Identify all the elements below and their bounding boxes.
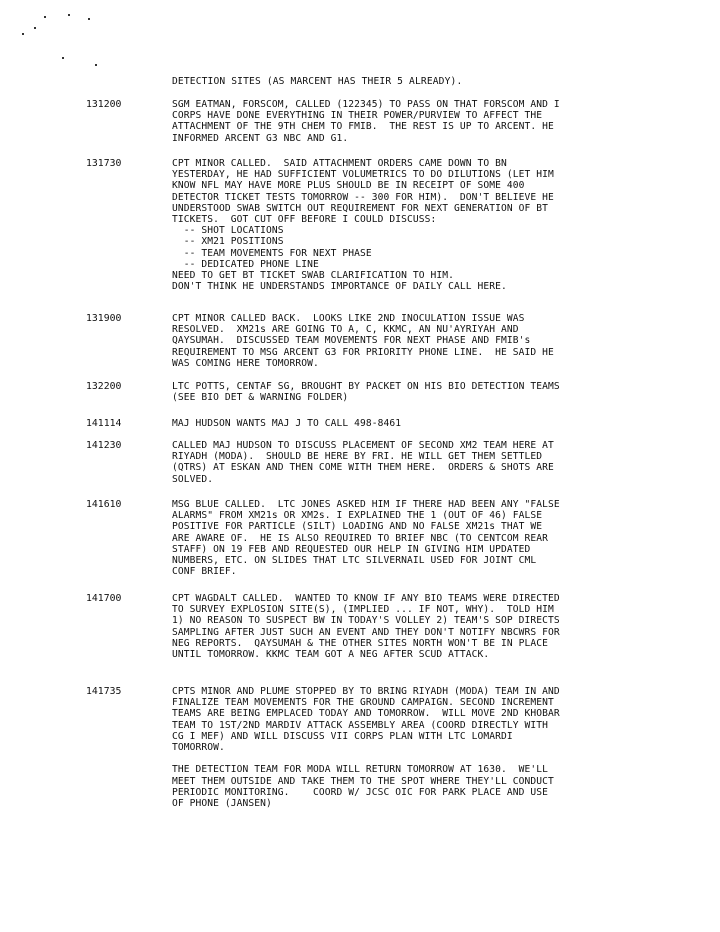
entry-time: 141700 [86,593,122,604]
entry-text: MAJ HUDSON WANTS MAJ J TO CALL 498-8461 [172,418,402,429]
entry-text: CPT MINOR CALLED BACK. LOOKS LIKE 2ND INOCULATION ISSUE WAS RESOLVED. XM21s ARE GOING TO A, C, KKMC, AN NU'AYRIYAH AND QAYSUMAH. DISCUSSED TEAM MOVEMENTS FOR NEXT PHASE AND FMIB's REQUIREMENT TO MSG ARCENT G3 FOR PRIORITY PHONE LINE. HE SAID HE WAS COMING HERE TOMORROW. [172,313,554,369]
entry-time: 141114 [86,418,122,429]
entry-time: 131900 [86,313,122,324]
entry-time: 141230 [86,440,122,451]
entry-text: CPT MINOR CALLED. SAID ATTACHMENT ORDERS CAME DOWN TO BN YESTERDAY, HE HAD SUFFICIENT VOLUMETRICS TO DO DILUTIONS (LET HIM KNOW NFL MAY HAVE MORE PLUS SHOULD BE IN RECEIPT OF SOME 400 DETECTOR TICKET TESTS TOMORROW -- 300 FOR HIM). DON'T BELIEVE HE UNDERSTOOD SWAB SWITCH OUT REQUIREMENT FOR NEXT GENERATION OF BT TICKETS. GOT CUT OFF BEFORE I COULD DISCUSS: -- SHOT LOCATIONS -- XM21 POSITIONS -- TEAM MOVEMENTS FOR NEXT PHASE -- DEDICATED PHONE LINE NEED TO GET BT TICKET SWAB CLARIFICATION TO HIM. DON'T THINK HE UNDERSTANDS IMPORTANCE OF DAILY CALL HERE. [172,158,554,293]
entry-time: 141735 [86,686,122,697]
entry-time: 131200 [86,99,122,110]
entry-text: SGM EATMAN, FORSCOM, CALLED (122345) TO PASS ON THAT FORSCOM AND I CORPS HAVE DONE EVERYTHING IN THEIR POWER/PURVIEW TO AFFECT THE ATTACHMENT OF THE 9TH CHEM TO FMIB. THE REST IS UP TO ARCENT. HE INFORMED ARCENT G3 NBC AND G1. [172,99,560,144]
entry-time: 141610 [86,499,122,510]
entry-text: CPTS MINOR AND PLUME STOPPED BY TO BRING RIYADH (MODA) TEAM IN AND FINALIZE TEAM MOVEMENTS FOR THE GROUND CAMPAIGN. SECOND INCREMENT TEAMS ARE BEING EMPLACED TODAY AND TOMORROW. WILL MOVE 2ND KHOBAR TEAM TO 1ST/2ND MARDIV ATTACK ASSEMBLY AREA (COORD DIRECTLY WITH CG I MEF) AND WILL DISCUSS VII CORPS PLAN WITH LTC LOMARDI TOMORROW. THE DETECTION TEAM FOR MODA WILL RETURN TOMORROW AT 1630. WE'LL MEET THEM OUTSIDE AND TAKE THEM TO THE SPOT WHERE THEY'LL CONDUCT PERIODIC MONITORING. COORD W/ JCSC OIC FOR PARK PLACE AND USE OF PHONE (JANSEN) [172,686,560,810]
entry-text: MSG BLUE CALLED. LTC JONES ASKED HIM IF THERE HAD BEEN ANY "FALSE ALARMS" FROM XM21s OR XM2s. I EXPLAINED THE 1 (OUT OF 46) FALSE POSITIVE FOR PARTICLE (SILT) LOADING AND NO FALSE XM21s THAT WE ARE AWARE OF. HE IS ALSO REQUIRED TO BRIEF NBC (TO CENTCOM REAR STAFF) ON 19 FEB AND REQUESTED OUR HELP IN GIVING HIM UPDATED NUMBERS, ETC. ON SLIDES THAT LTC SILVERNAIL USED FOR JOINT CML CONF BRIEF. [172,499,560,578]
entry-time: 131730 [86,158,122,169]
entry-time: 132200 [86,381,122,392]
entry-text: LTC POTTS, CENTAF SG, BROUGHT BY PACKET ON HIS BIO DETECTION TEAMS (SEE BIO DET & WARNING FOLDER) [172,381,560,404]
entry-text: CALLED MAJ HUDSON TO DISCUSS PLACEMENT OF SECOND XM2 TEAM HERE AT RIYADH (MODA). SHOULD BE HERE BY FRI. HE WILL GET THEM SETTLED (QTRS) AT ESKAN AND THEN COME WITH THEM HERE. ORDERS & SHOTS ARE SOLVED. [172,440,554,485]
entry-text: CPT WAGDALT CALLED. WANTED TO KNOW IF ANY BIO TEAMS WERE DIRECTED TO SURVEY EXPLOSION SITE(S), (IMPLIED ... IF NOT, WHY). TOLD HIM 1) NO REASON TO SUSPECT BW IN TODAY'S VOLLEY 2) TEAM'S SOP DIRECTS SAMPLING AFTER JUST SUCH AN EVENT AND THEY DON'T NOTIFY NBCWRS FOR NEG REPORTS. QAYSUMAH & THE OTHER SITES NORTH WON'T BE IN PLACE UNTIL TOMORROW. KKMC TEAM GOT A NEG AFTER SCUD ATTACK. [172,593,560,661]
intro-line: DETECTION SITES (AS MARCENT HAS THEIR 5 ALREADY). [172,76,463,87]
